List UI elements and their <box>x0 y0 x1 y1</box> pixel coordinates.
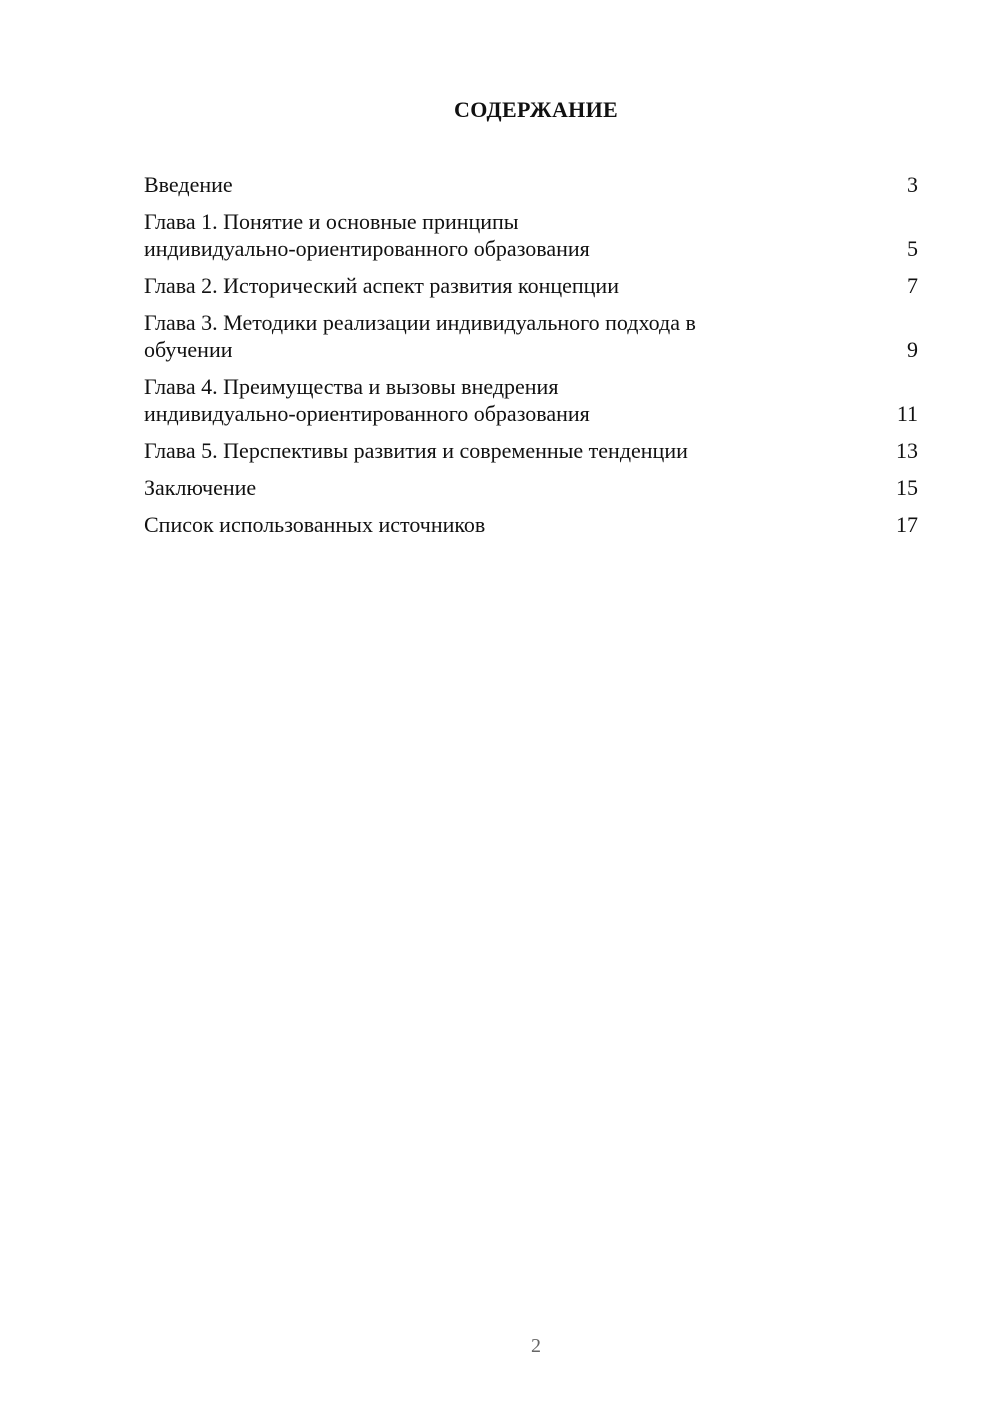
toc-entry-label <box>144 272 804 299</box>
toc-entry-label <box>144 373 804 427</box>
toc-entry-line: обучении <box>144 337 233 362</box>
toc-entry[interactable] <box>144 511 918 538</box>
page-title: СОДЕРЖАНИЕ <box>454 97 618 122</box>
toc-entry-page: 3 <box>907 172 918 197</box>
toc-entry-line: Заключение <box>144 475 257 500</box>
toc-entry-label <box>144 171 804 198</box>
toc-entry-label <box>144 474 804 501</box>
page-number: 2 <box>531 1335 541 1357</box>
toc-entry-line: Глава 4. Преимущества и вызовы внедрения <box>144 374 559 399</box>
toc-entry-line: Глава 1. Понятие и основные принципы <box>144 209 519 234</box>
toc-entry-page: 15 <box>896 475 918 500</box>
toc-entry-line: индивидуально-ориентированного образования <box>144 401 590 426</box>
toc-entry-line: Введение <box>144 172 233 197</box>
toc-entry-label <box>144 437 804 464</box>
toc-entry[interactable] <box>144 272 918 299</box>
table-of-contents <box>144 171 918 548</box>
toc-entry[interactable] <box>144 437 918 464</box>
toc-entry[interactable] <box>144 373 918 427</box>
toc-entry[interactable] <box>144 474 918 501</box>
toc-entry-page: 5 <box>907 236 918 261</box>
toc-entry-line: Список использованных источников <box>144 512 486 537</box>
toc-entry-label <box>144 511 804 538</box>
toc-entry[interactable] <box>144 309 918 363</box>
toc-entry-page: 9 <box>907 337 918 362</box>
toc-entry-page: 7 <box>907 273 918 298</box>
toc-entry-page: 17 <box>896 512 918 537</box>
toc-entry-line: Глава 5. Перспективы развития и современные тенденции <box>144 438 688 463</box>
toc-entry-line: Глава 3. Методики реализации индивидуального подхода в <box>144 310 696 335</box>
toc-entry-line: Глава 2. Исторический аспект развития концепции <box>144 273 619 298</box>
toc-entry[interactable] <box>144 208 918 262</box>
toc-entry-page: 13 <box>896 438 918 463</box>
toc-entry-page: 11 <box>896 401 918 426</box>
toc-entry-line: индивидуально-ориентированного образования <box>144 236 590 261</box>
toc-entry-label <box>144 208 804 262</box>
toc-entry-label <box>144 309 804 363</box>
toc-entry[interactable] <box>144 171 918 198</box>
